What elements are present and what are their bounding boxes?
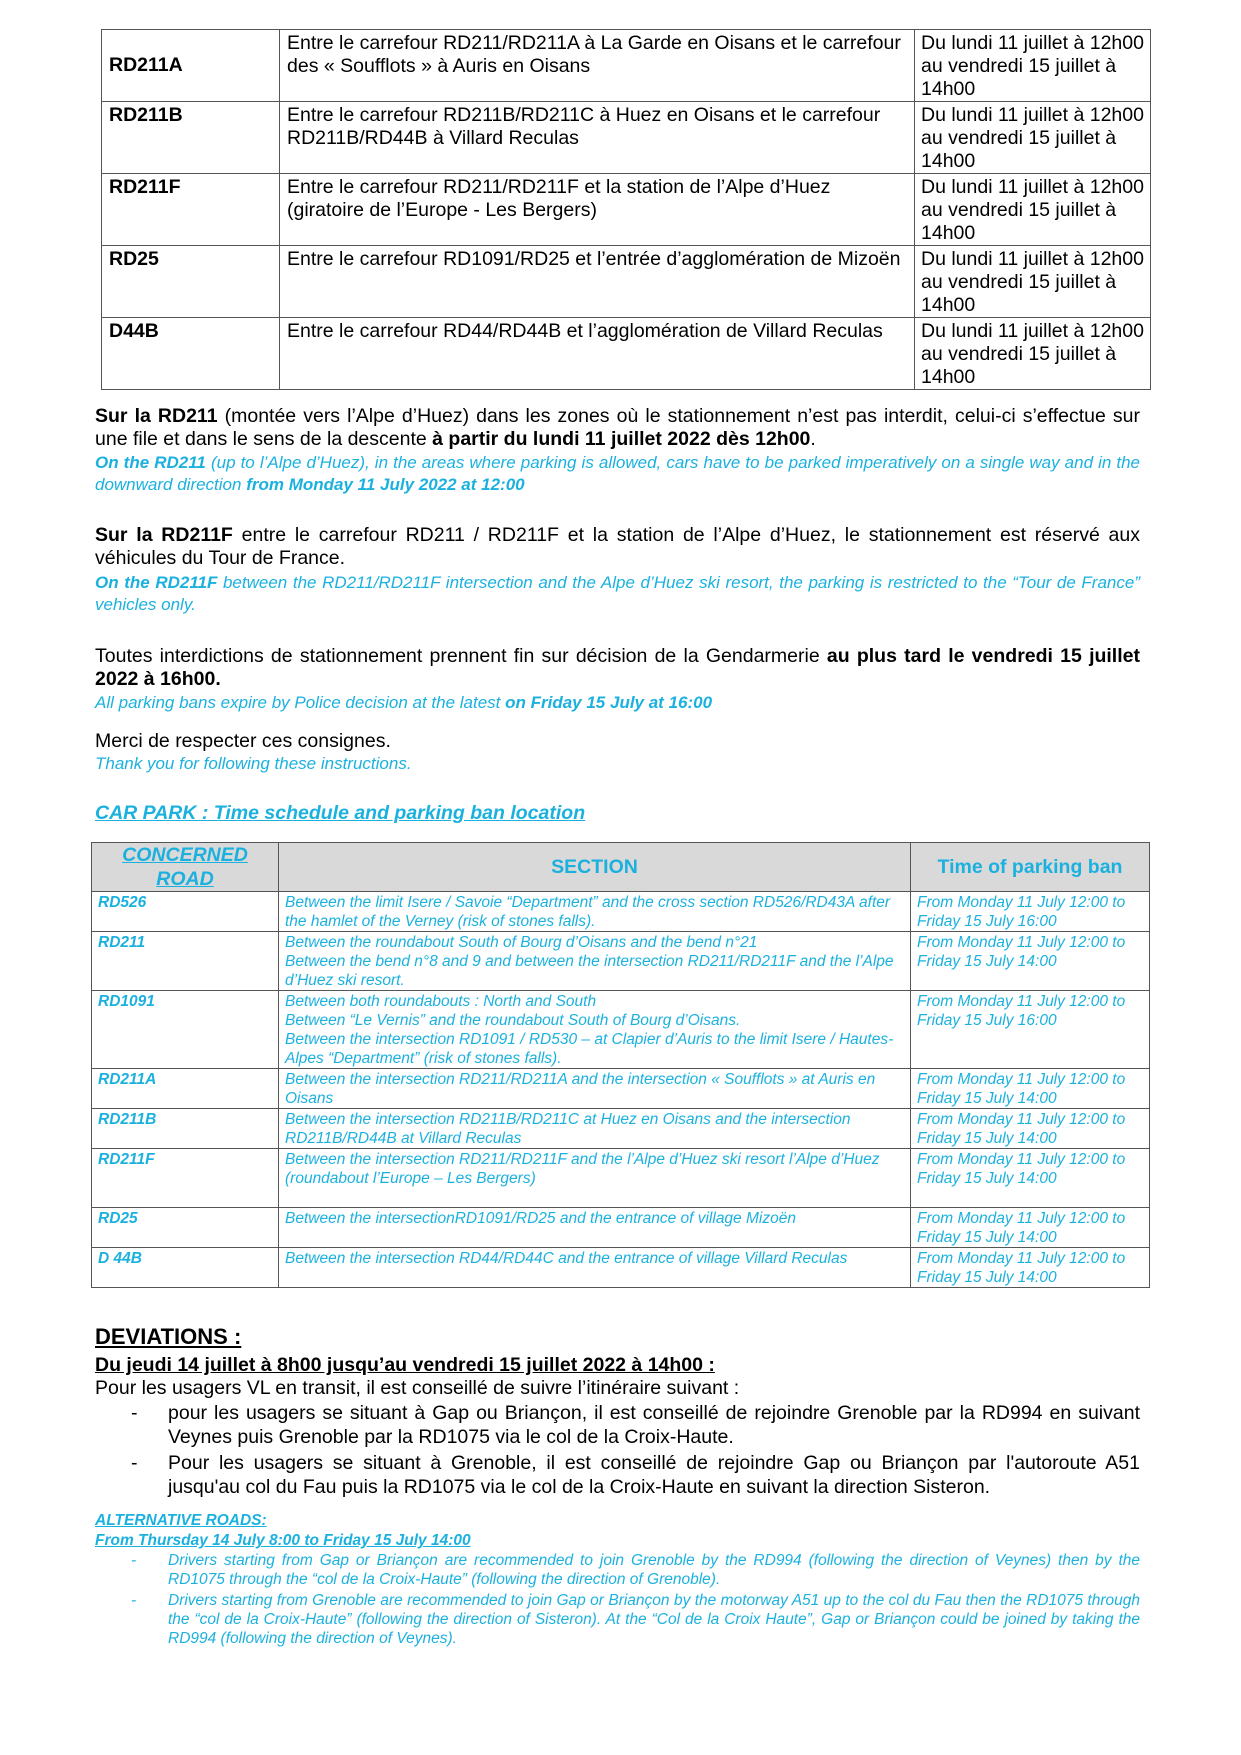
table-row bbox=[102, 30, 1151, 102]
road-cell: RD211F bbox=[92, 1149, 279, 1208]
bans-en-text: All parking bans expire by Police decision at the latest bbox=[95, 693, 506, 712]
rd211f-paragraph-en bbox=[95, 572, 1140, 616]
table-row bbox=[92, 1149, 1150, 1208]
alternative-subtitle: From Thursday 14 July 8:00 to Friday 15 July 14:00 bbox=[95, 1532, 471, 1549]
deviation-text: Pour les usagers se situant à Grenoble, il est conseillé de rejoindre Gap ou Briançon par l'autoroute A51 jusqu'au col du Fau puis la RD1075 via le col de la Croix-Haute en suivant la direction Sisteron. bbox=[168, 1452, 1140, 1498]
table-row bbox=[102, 174, 1151, 246]
rd211f-en-text: between the RD211/RD211F intersection and the Alpe d’Huez ski resort, the parking is restricted to the “Tour de France” vehicles only. bbox=[95, 573, 1140, 614]
dash-bullet: - bbox=[131, 1452, 138, 1474]
table-row bbox=[102, 318, 1151, 390]
road-cell: RD211B bbox=[102, 102, 280, 174]
rd211-date: à partir du lundi 11 juillet 2022 dès 12h00 bbox=[432, 428, 811, 450]
section-cell: Between the intersection RD44/RD44C and the entrance of village Villard Reculas bbox=[279, 1248, 911, 1288]
section-cell: Between the limit Isere / Savoie “Department” and the cross section RD526/RD43A after the hamlet of the Verney (risk of stones falls). bbox=[279, 892, 911, 932]
bans-date: au plus tard le vendredi 15 juillet 2022 à 16h00. bbox=[95, 645, 1140, 690]
road-cell: RD211 bbox=[92, 932, 279, 991]
table-row bbox=[92, 1208, 1150, 1248]
thanks-en: Thank you for following these instructions. bbox=[95, 754, 412, 773]
section-cell: Between the intersection RD211/RD211A and the intersection « Soufflots » at Auris en Oisans bbox=[279, 1069, 911, 1109]
header-section: SECTION bbox=[279, 843, 911, 892]
table-header-row bbox=[92, 843, 1150, 892]
table-row bbox=[92, 1248, 1150, 1288]
alternative-text: Drivers starting from Grenoble are recommended to join Gap or Briançon by the motorway A51 up to the col du Fau then the RD1075 through the “col de la Croix-Haute” (following the direction of Sisteron). At the “Col de la Croix Haute”, Gap or Briançon could be joined by taking the RD994 (following the direction of Veynes). bbox=[168, 1592, 1140, 1647]
time-cell: From Monday 11 July 12:00 to Friday 15 July 14:00 bbox=[911, 1248, 1150, 1288]
road-cell: D 44B bbox=[92, 1248, 279, 1288]
bans-paragraph-fr bbox=[95, 645, 1140, 691]
rd211-en-text: (up to l’Alpe d’Huez), in the areas where parking is allowed, cars have to be parked imperatively on a single way and in the downward direction bbox=[95, 453, 1140, 494]
section-cell: Between the intersection RD211B/RD211C at Huez en Oisans and the intersection RD211B/RD44B at Villard Reculas bbox=[279, 1109, 911, 1149]
dash-bullet: - bbox=[131, 1592, 137, 1609]
rd211f-en-bold: On the RD211F bbox=[95, 573, 218, 592]
rd211-period: . bbox=[810, 428, 816, 450]
date-cell: Du lundi 11 juillet à 12h00 au vendredi 15 juillet à 14h00 bbox=[915, 318, 1151, 390]
bans-text: Toutes interdictions de stationnement prennent fin sur décision de la Gendarmerie bbox=[95, 645, 827, 667]
time-cell: From Monday 11 July 12:00 to Friday 15 July 14:00 bbox=[911, 1109, 1150, 1149]
time-cell: From Monday 11 July 12:00 to Friday 15 July 14:00 bbox=[911, 1208, 1150, 1248]
header-road: CONCERNED ROAD bbox=[92, 843, 279, 892]
dash-bullet: - bbox=[131, 1402, 138, 1424]
table-row bbox=[102, 102, 1151, 174]
time-cell: From Monday 11 July 12:00 to Friday 15 July 16:00 bbox=[911, 991, 1150, 1069]
section-cell: Entre le carrefour RD1091/RD25 et l’entrée d’agglomération de Mizoën bbox=[280, 246, 915, 318]
rd211-bold: Sur la RD211 bbox=[95, 405, 218, 427]
date-cell: Du lundi 11 juillet à 12h00 au vendredi 15 juillet à 14h00 bbox=[915, 102, 1151, 174]
bans-en-date: on Friday 15 July at 16:00 bbox=[505, 693, 713, 712]
table-row bbox=[92, 932, 1150, 991]
road-cell: RD211A bbox=[92, 1069, 279, 1109]
time-cell: From Monday 11 July 12:00 to Friday 15 July 14:00 bbox=[911, 1069, 1150, 1109]
table-row bbox=[92, 1069, 1150, 1109]
road-cell: RD211B bbox=[92, 1109, 279, 1149]
time-cell: From Monday 11 July 12:00 to Friday 15 July 14:00 bbox=[911, 932, 1150, 991]
section-cell: Between the roundabout South of Bourg d’Oisans and the bend n°21 Between the bend n°8 and 9 and between the intersection RD211/RD211F and the l’Alpe d’Huez ski resort. bbox=[279, 932, 911, 991]
rd211-text: (montée vers l’Alpe d’Huez) dans les zones où le stationnement n’est pas interdit, celui-ci s’effectue sur une file et dans le sens de la descente bbox=[95, 405, 1141, 450]
rd211-en-bold: On the RD211 bbox=[95, 453, 206, 472]
table-row bbox=[92, 1109, 1150, 1149]
table-row bbox=[102, 246, 1151, 318]
rd211f-paragraph-fr bbox=[95, 524, 1140, 570]
rd211f-text: entre le carrefour RD211 / RD211F et la station de l’Alpe d’Huez, le stationnement est réservé aux véhicules du Tour de France. bbox=[95, 524, 1140, 569]
alternative-text: Drivers starting from Gap or Briançon are recommended to join Grenoble by the RD994 (following the direction of Veynes) then by the RD1075 through the “col de la Croix-Haute” (following the direction of Grenoble). bbox=[168, 1552, 1140, 1588]
table-row bbox=[92, 991, 1150, 1069]
time-cell: From Monday 11 July 12:00 to Friday 15 July 16:00 bbox=[911, 892, 1150, 932]
carpark-heading: CAR PARK : Time schedule and parking ban location bbox=[95, 802, 586, 824]
deviations-subtitle: Du jeudi 14 juillet à 8h00 jusqu’au vendredi 15 juillet 2022 à 14h00 : bbox=[95, 1354, 715, 1376]
rd211-paragraph-en bbox=[95, 452, 1140, 496]
date-cell: Du lundi 11 juillet à 12h00 au vendredi 15 juillet à 14h00 bbox=[915, 30, 1151, 102]
section-cell: Entre le carrefour RD44/RD44B et l’agglomération de Villard Reculas bbox=[280, 318, 915, 390]
road-cell: D44B bbox=[102, 318, 280, 390]
rd211f-bold: Sur la RD211F bbox=[95, 524, 233, 546]
road-cell: RD211A bbox=[102, 30, 280, 102]
dash-bullet: - bbox=[131, 1552, 137, 1569]
road-cell: RD25 bbox=[92, 1208, 279, 1248]
road-cell: RD211F bbox=[102, 174, 280, 246]
deviations-title: DEVIATIONS : bbox=[95, 1324, 242, 1349]
date-cell: Du lundi 11 juillet à 12h00 au vendredi 15 juillet à 14h00 bbox=[915, 174, 1151, 246]
rd211-paragraph-fr bbox=[95, 405, 1140, 451]
deviation-text: pour les usagers se situant à Gap ou Briançon, il est conseillé de rejoindre Grenoble par la RD994 en suivant Veynes puis Grenoble par la RD1075 via le col de la Croix-Haute. bbox=[168, 1402, 1140, 1448]
en-parking-table bbox=[91, 842, 1150, 1288]
time-cell: From Monday 11 July 12:00 to Friday 15 July 14:00 bbox=[911, 1149, 1150, 1208]
section-cell: Entre le carrefour RD211/RD211A à La Garde en Oisans et le carrefour des « Soufflots » à Auris en Oisans bbox=[280, 30, 915, 102]
header-time: Time of parking ban bbox=[911, 843, 1150, 892]
alternative-title: ALTERNATIVE ROADS: bbox=[95, 1512, 267, 1529]
fr-parking-table bbox=[101, 29, 1151, 390]
bans-paragraph-en bbox=[95, 692, 1140, 714]
section-cell: Between both roundabouts : North and South Between “Le Vernis” and the roundabout South of Bourg d’Oisans. Between the intersection RD1091 / RD530 – at Clapier d’Auris to the limit Isere / Hautes-Alpes “Department” (risk of stones falls). bbox=[279, 991, 911, 1069]
section-cell: Entre le carrefour RD211/RD211F et la station de l’Alpe d’Huez (giratoire de l’Europe - Les Bergers) bbox=[280, 174, 915, 246]
road-cell: RD25 bbox=[102, 246, 280, 318]
road-cell: RD1091 bbox=[92, 991, 279, 1069]
road-cell: RD526 bbox=[92, 892, 279, 932]
section-cell: Between the intersection RD211/RD211F and the l’Alpe d’Huez ski resort l’Alpe d’Huez (roundabout l’Europe – Les Bergers) bbox=[279, 1149, 911, 1208]
section-cell: Entre le carrefour RD211B/RD211C à Huez en Oisans et le carrefour RD211B/RD44B à Villard Reculas bbox=[280, 102, 915, 174]
rd211-en-date: from Monday 11 July 2022 at 12:00 bbox=[246, 475, 525, 494]
section-cell: Between the intersectionRD1091/RD25 and the entrance of village Mizoën bbox=[279, 1208, 911, 1248]
table-row bbox=[92, 892, 1150, 932]
date-cell: Du lundi 11 juillet à 12h00 au vendredi 15 juillet à 14h00 bbox=[915, 246, 1151, 318]
thanks-fr: Merci de respecter ces consignes. bbox=[95, 730, 391, 752]
deviations-intro: Pour les usagers VL en transit, il est conseillé de suivre l’itinéraire suivant : bbox=[95, 1377, 740, 1399]
